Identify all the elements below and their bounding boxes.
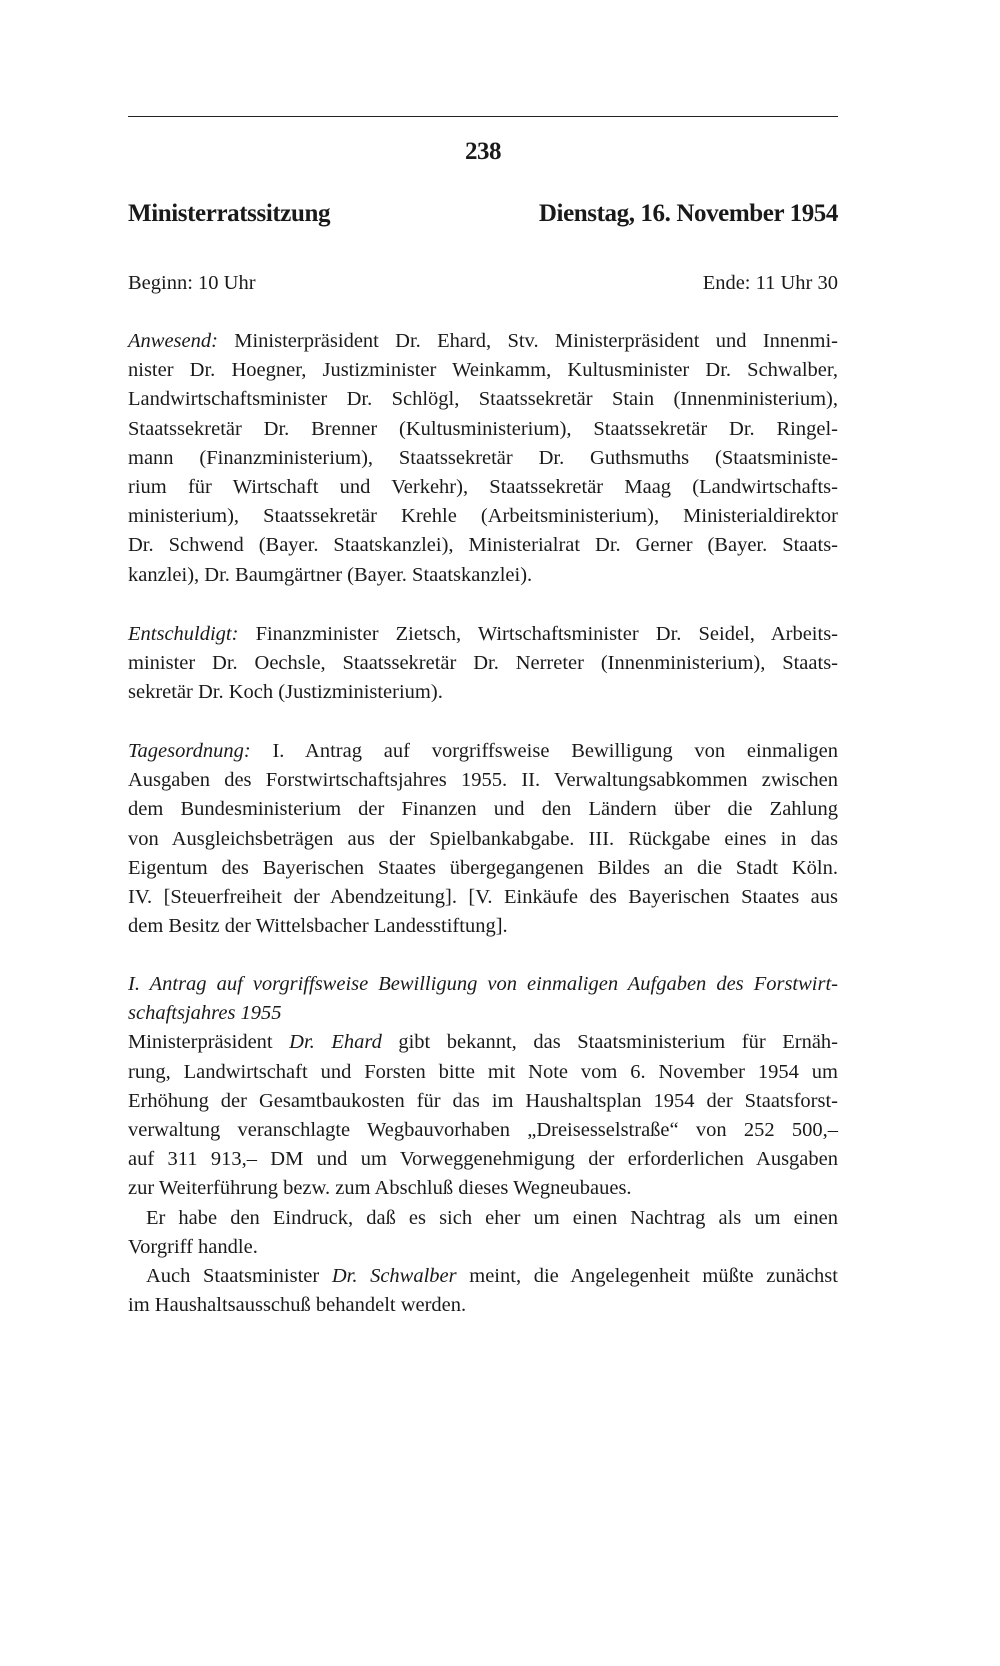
excused-line: minister Dr. Oechsle, Staatssekretär Dr. Nerreter (Innenministerium), Staats- <box>128 652 838 675</box>
agenda-line: Eigentum des Bayerischen Staates übergegangenen Bildes an die Stadt Köln. <box>128 856 838 879</box>
attendees-line: ministerium), Staatssekretär Krehle (Arbeitsministerium), Ministerialdirektor <box>128 505 838 528</box>
body-line: zur Weiterführung bezw. zum Abschluß dieses Wegneubaues. <box>128 1177 632 1200</box>
body-line: Ministerpräsident Dr. Ehard gibt bekannt, das Staatsministerium für Ernäh- <box>128 1031 838 1054</box>
begin-time: Beginn: 10 Uhr <box>128 272 256 294</box>
end-time: Ende: 11 Uhr 30 <box>702 272 838 294</box>
section-heading-line: schaftsjahres 1955 <box>128 1002 282 1025</box>
agenda-label: Tagesordnung: <box>128 740 251 762</box>
session-times <box>128 272 838 295</box>
attendees-label: Anwesend: <box>128 330 218 352</box>
attendees-line: mann (Finanzministerium), Staatssekretär Dr. Guthsmuths (Staatsministe- <box>128 446 838 469</box>
body-line: Vorgriff handle. <box>128 1235 258 1258</box>
attendees-line: nister Dr. Hoegner, Justizminister Weinkamm, Kultusminister Dr. Schwalber, <box>128 359 838 382</box>
session-title: Ministerratssitzung <box>128 200 331 227</box>
body-line: verwaltung veranschlagte Wegbauvorhaben „Dreisesselstraße“ von 252 500,– <box>128 1118 838 1141</box>
body-line: Er habe den Eindruck, daß es sich eher um einen Nachtrag als um einen <box>146 1206 838 1229</box>
attendees-line: rium für Wirtschaft und Verkehr), Staatssekretär Maag (Landwirtschafts- <box>128 475 838 498</box>
agenda-line: dem Bundesministerium der Finanzen und den Ländern über die Zahlung <box>128 798 838 821</box>
excused-line: Finanzminister Zietsch, Wirtschaftsminister Dr. Seidel, Arbeits- <box>238 623 838 645</box>
speaker-name: Dr. Ehard <box>289 1031 382 1054</box>
speaker-name: Dr. Schwalber <box>331 1264 457 1287</box>
page-number: 238 <box>465 138 501 165</box>
session-date: Dienstag, 16. November 1954 <box>538 200 838 227</box>
attendees-line: Dr. Schwend (Bayer. Staatskanzlei), Ministerialrat Dr. Gerner (Bayer. Staats- <box>128 534 838 557</box>
agenda-line: Ausgaben des Forstwirtschaftsjahres 1955. II. Verwaltungsabkommen zwischen <box>128 769 838 792</box>
agenda-paragraph <box>128 737 838 941</box>
excused-label: Entschuldigt: <box>128 623 239 645</box>
section-one <box>128 970 838 1320</box>
agenda-line: IV. [Steuerfreiheit der Abendzeitung]. [V. Einkäufe des Bayerischen Staates aus <box>128 885 838 908</box>
body-line: auf 311 913,– DM und um Vorweggenehmigung der erforderlichen Ausgaben <box>128 1148 838 1171</box>
excused-line: sekretär Dr. Koch (Justizministerium). <box>128 681 443 704</box>
agenda-line: dem Besitz der Wittelsbacher Landesstiftung]. <box>128 915 508 938</box>
body-line: im Haushaltsausschuß behandelt werden. <box>128 1294 467 1317</box>
agenda-line: von Ausgleichsbeträgen aus der Spielbankabgabe. III. Rückgabe eines in das <box>128 827 838 850</box>
attendees-line: Staatssekretär Dr. Brenner (Kultusministerium), Staatssekretär Dr. Ringel- <box>128 417 838 440</box>
header-rule <box>128 116 838 117</box>
attendees-line: Landwirtschaftsminister Dr. Schlögl, Staatssekretär Stain (Innenministerium), <box>128 388 838 411</box>
agenda-line: I. Antrag auf vorgriffsweise Bewilligung von einmaligen <box>250 740 838 762</box>
attendees-paragraph <box>128 327 838 590</box>
excused-paragraph <box>128 620 838 708</box>
body-line: Erhöhung der Gesamtbaukosten für das im Haushaltsplan 1954 der Staatsforst- <box>128 1089 838 1112</box>
attendees-line: kanzlei), Dr. Baumgärtner (Bayer. Staatskanzlei). <box>128 563 533 586</box>
body-line: rung, Landwirtschaft und Forsten bitte mit Note vom 6. November 1954 um <box>128 1060 838 1083</box>
body-line: Auch Staatsminister Dr. Schwalber meint, die Angelegenheit müßte zunächst <box>146 1264 838 1287</box>
attendees-line: Ministerpräsident Dr. Ehard, Stv. Ministerpräsident und Innenmi- <box>217 330 838 352</box>
section-heading-line: I. Antrag auf vorgriffsweise Bewilligung von einmaligen Aufgaben des Forstwirt- <box>128 973 838 995</box>
session-header <box>128 200 838 228</box>
